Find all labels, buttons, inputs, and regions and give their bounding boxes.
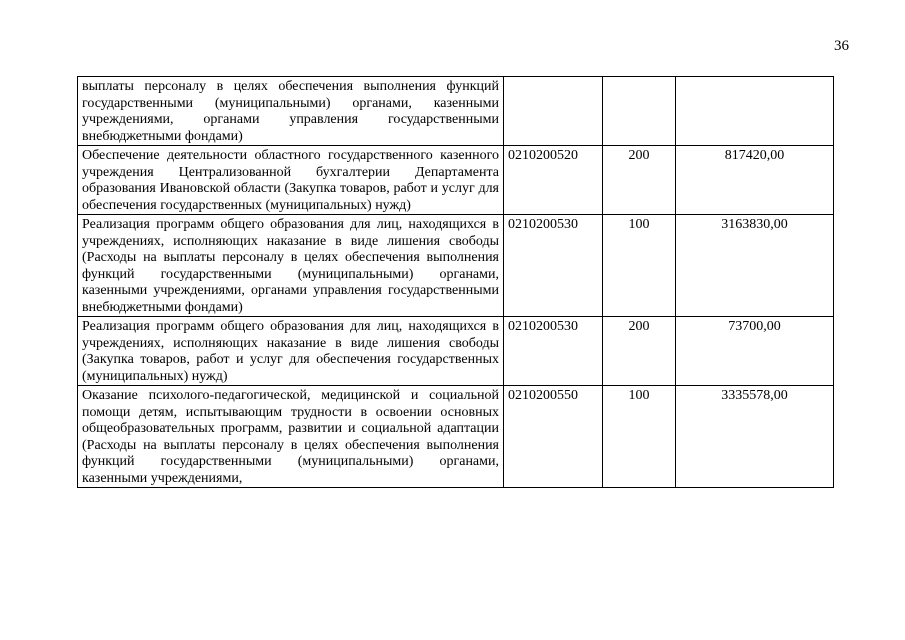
expense-type-cell: 200 [603,146,676,215]
amount-cell: 73700,00 [676,317,834,386]
page-number: 36 [834,38,849,54]
expense-type-cell: 100 [603,215,676,317]
expense-name-cell: Обеспечение деятельности областного государственного казенного учреждения Централизованной бухгалтерии Департамента образования Ивановской области (Закупка товаров, работ и услуг для обеспечения государственных (муниципальных) нужд) [78,146,504,215]
target-article-cell: 0210200550 [504,386,603,488]
table-row [78,386,834,488]
table-row [78,77,834,146]
expense-name-cell: Оказание психолого-педагогической, медицинской и социальной помощи детям, испытывающим трудности в освоении основных общеобразовательных программ, развитии и социальной адаптации (Расходы на выплаты персоналу в целях обеспечения выполнения функций государственными (муниципальными) органами, казенными учреждениями, [78,386,504,488]
amount-cell: 3335578,00 [676,386,834,488]
expense-type-cell [603,77,676,146]
expense-name-cell: Реализация программ общего образования для лиц, находящихся в учреждениях, исполняющих наказание в виде лишения свободы (Расходы на выплаты персоналу в целях обеспечения выполнения функций государственными (муниципальными) органами, казенными учреждениями, органами управления государственными внебюджетными фондами) [78,215,504,317]
expense-name-cell: Реализация программ общего образования для лиц, находящихся в учреждениях, исполняющих наказание в виде лишения свободы (Закупка товаров, работ и услуг для обеспечения государственных (муниципальных) нужд) [78,317,504,386]
table-row [78,317,834,386]
table-row [78,215,834,317]
expense-type-cell: 100 [603,386,676,488]
target-article-cell: 0210200520 [504,146,603,215]
expense-type-cell: 200 [603,317,676,386]
amount-cell [676,77,834,146]
table-row [78,146,834,215]
budget-table [77,76,834,488]
target-article-cell: 0210200530 [504,317,603,386]
target-article-cell: 0210200530 [504,215,603,317]
amount-cell: 3163830,00 [676,215,834,317]
expense-name-cell: выплаты персоналу в целях обеспечения выполнения функций государственными (муниципальными) органами, казенными учреждениями, органами управления государственными внебюджетными фондами) [78,77,504,146]
amount-cell: 817420,00 [676,146,834,215]
target-article-cell [504,77,603,146]
